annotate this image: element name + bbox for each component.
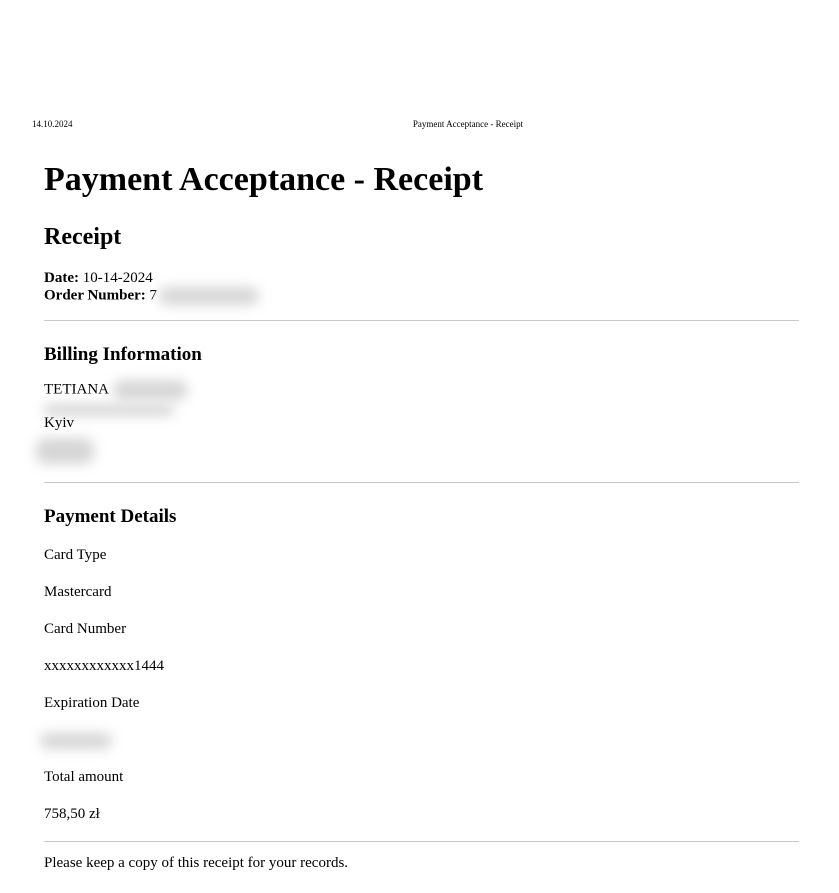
card-type-label: Card Type [44, 547, 107, 563]
receipt-heading: Receipt [44, 224, 122, 250]
receipt-content [44, 160, 799, 872]
billing-city-row [44, 414, 799, 432]
billing-surname-redaction [113, 380, 188, 400]
billing-heading: Billing Information [44, 344, 202, 365]
expiration-date-label: Expiration Date [44, 695, 140, 711]
payment-heading: Payment Details [44, 506, 177, 527]
print-date: 14.10.2024 [32, 119, 73, 129]
date-row [44, 270, 799, 287]
expiration-date-row [44, 731, 799, 749]
print-header [0, 119, 839, 133]
date-label: Date: [44, 270, 79, 286]
receipt-meta [44, 270, 799, 305]
expiration-date-redaction [40, 733, 112, 749]
order-number-redaction [159, 287, 259, 305]
billing-address-row [44, 400, 799, 414]
billing-country-row [44, 432, 799, 466]
billing-block [44, 380, 799, 466]
card-type-value: Mastercard [44, 584, 112, 600]
divider [44, 841, 799, 842]
card-number-label: Card Number [44, 621, 127, 637]
order-number-row [44, 287, 799, 305]
billing-name: TETIANA [44, 381, 109, 398]
billing-city: Kyiv [44, 415, 74, 431]
order-number-label: Order Number: [44, 287, 146, 304]
card-number-value: xxxxxxxxxxxx1444 [44, 658, 164, 674]
divider [44, 482, 799, 483]
total-amount-value: 758,50 zł [44, 806, 100, 822]
date-value: 10-14-2024 [82, 270, 153, 286]
order-number-value: 7 [149, 287, 158, 304]
billing-name-row [44, 380, 799, 400]
divider [44, 320, 799, 321]
footer-note: Please keep a copy of this receipt for your records. [44, 855, 349, 871]
page-title: Payment Acceptance - Receipt [44, 161, 484, 198]
billing-country-redaction [36, 438, 94, 464]
print-title: Payment Acceptance - Receipt [412, 119, 524, 129]
total-amount-label: Total amount [44, 769, 124, 785]
